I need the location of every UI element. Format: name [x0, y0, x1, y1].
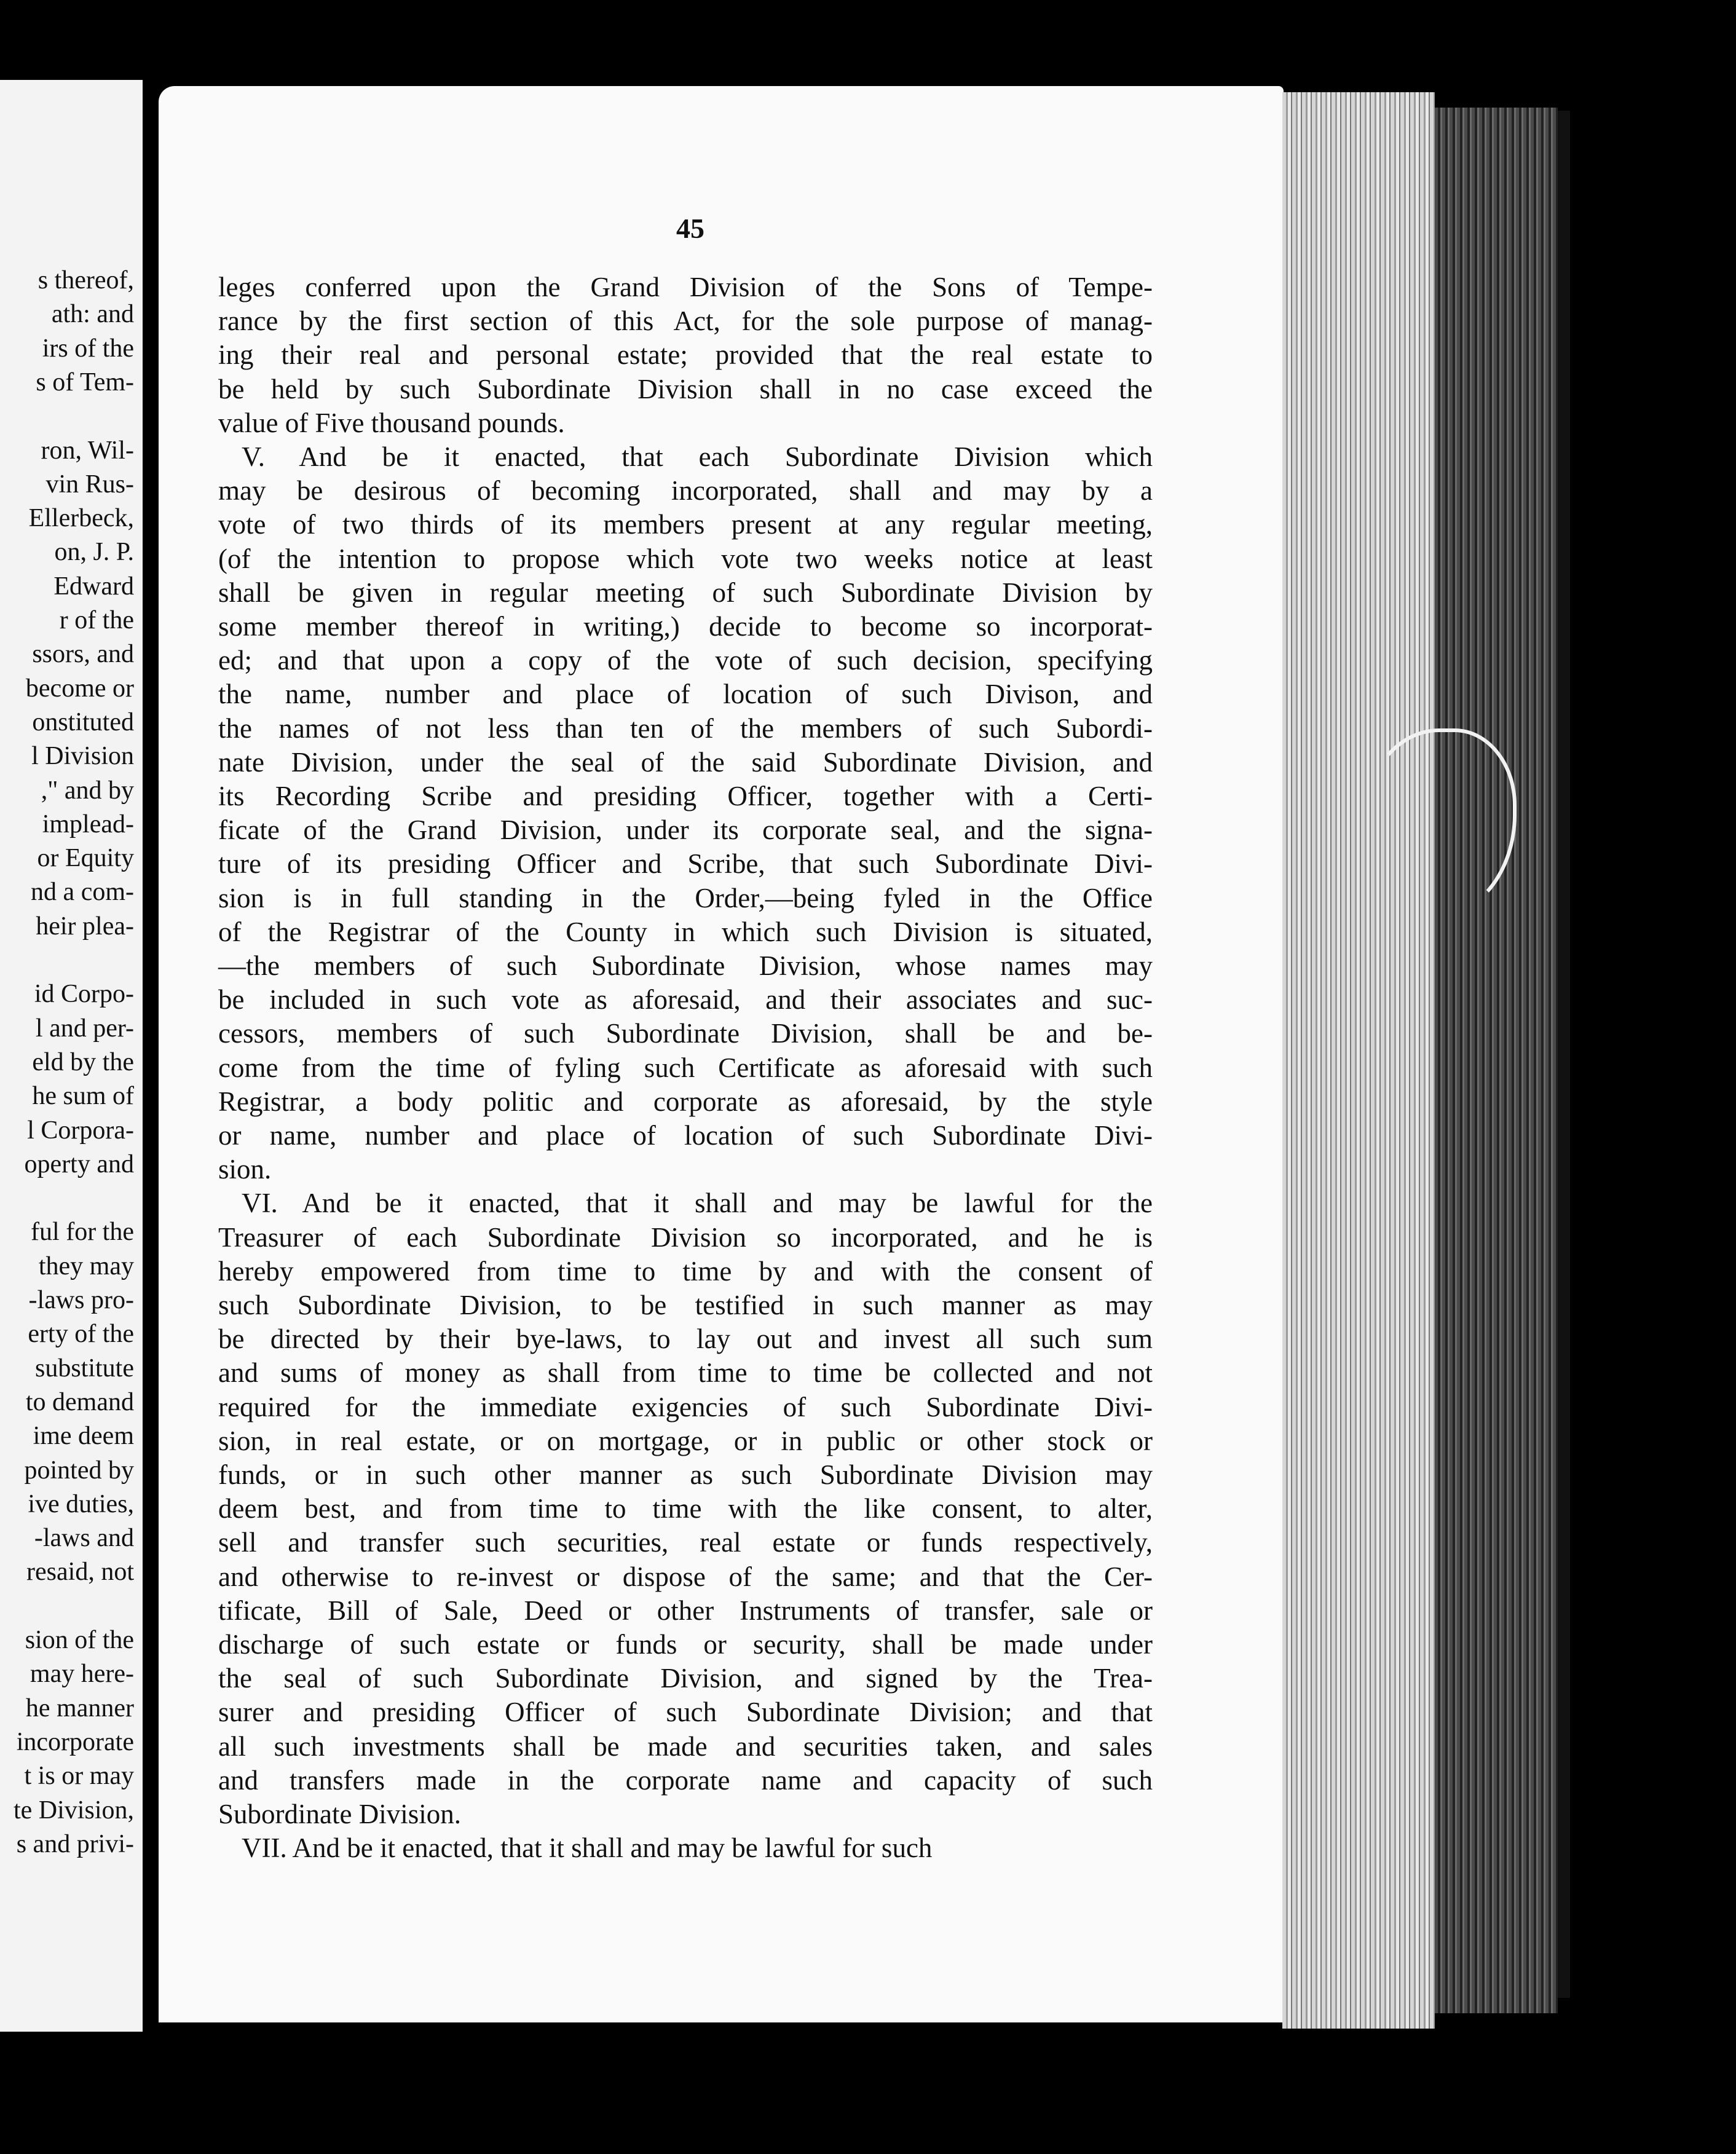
- body-line: ficate of the Grand Division, under its corporate seal, and the signa-: [218, 815, 1153, 846]
- left-page-line: ron, Wil-: [41, 436, 134, 465]
- body-line: may be desirous of becoming incorporated, shall and may by a: [218, 475, 1153, 507]
- left-page-line: nd a com-: [31, 878, 134, 907]
- body-line: all such investments shall be made and securities taken, and sales: [218, 1730, 1153, 1762]
- body-line: or name, number and place of location of such Subordinate Divi-: [218, 1120, 1153, 1151]
- left-page-line: they may: [38, 1252, 134, 1280]
- left-page-line: he sum of: [32, 1082, 134, 1111]
- left-page-line: -laws and: [34, 1524, 134, 1553]
- left-page-line: resaid, not: [26, 1558, 134, 1587]
- left-page-line: operty and: [24, 1150, 134, 1178]
- left-page-line: pointed by: [24, 1456, 134, 1485]
- left-page-line: or Equity: [37, 844, 134, 873]
- body-line: Treasurer of each Subordinate Division so incorporated, and he is: [218, 1221, 1153, 1253]
- left-page-line: ful for the: [31, 1218, 134, 1247]
- body-line: sion, in real estate, or on mortgage, or in public or other stock or: [218, 1425, 1153, 1456]
- left-page-line: sion of the: [25, 1626, 134, 1654]
- body-line: the seal of such Subordinate Division, and signed by the Trea-: [218, 1663, 1153, 1694]
- left-page-line: ath: and: [51, 300, 134, 329]
- left-page-line: implead-: [42, 810, 134, 838]
- body-line: surer and presiding Officer of such Subordinate Division; and that: [218, 1697, 1153, 1728]
- page-edges: [1282, 92, 1435, 2029]
- left-page-line: onstituted: [32, 708, 134, 736]
- left-page-line: ive duties,: [28, 1489, 134, 1518]
- body-line: of the Registrar of the County in which such Division is situated,: [218, 916, 1153, 947]
- left-page-line: -laws pro-: [28, 1286, 134, 1314]
- body-line: rance by the first section of this Act, for the sole purpose of manag-: [218, 306, 1153, 337]
- left-page-line: to demand: [25, 1387, 134, 1416]
- body-line: V. And be it enacted, that each Subordinate Division which: [242, 441, 1153, 472]
- body-line: —the members of such Subordinate Division, whose names may: [218, 950, 1153, 981]
- left-page-line: s thereof,: [37, 266, 134, 294]
- body-line: such Subordinate Division, to be testified in such manner as may: [218, 1290, 1153, 1320]
- body-line: shall be given in regular meeting of such Subordinate Division by: [218, 577, 1153, 608]
- body-line: funds, or in such other manner as such Subordinate Division may: [218, 1459, 1153, 1490]
- body-line: leges conferred upon the Grand Division of the Sons of Tempe-: [218, 272, 1153, 302]
- body-line: be held by such Subordinate Division shall in no case exceed the: [218, 373, 1153, 404]
- left-page-line: eld by the: [32, 1047, 134, 1076]
- book-cover-edge: [1558, 111, 1570, 1998]
- left-page-line: s and privi-: [16, 1829, 134, 1858]
- body-line: VII. And be it enacted, that it shall and may be lawful for such: [242, 1832, 933, 1864]
- page-edges-dark: [1435, 108, 1558, 2013]
- left-page-line: ime deem: [33, 1422, 134, 1451]
- left-page-line: t is or may: [24, 1762, 134, 1791]
- body-line: its Recording Scribe and presiding Officer, together with a Certi-: [218, 781, 1153, 811]
- body-line: discharge of such estate or funds or security, shall be made under: [218, 1629, 1153, 1660]
- body-line: hereby empowered from time to time by and with the consent of: [218, 1255, 1153, 1287]
- left-page-line: r of the: [59, 606, 134, 634]
- left-page-line: ," and by: [41, 776, 134, 805]
- left-page-line: l and per-: [35, 1014, 134, 1043]
- body-line: sell and transfer such securities, real estate or funds respectively,: [218, 1527, 1153, 1558]
- left-page-line: id Corpo-: [34, 980, 134, 1009]
- body-line: VI. And be it enacted, that it shall and may be lawful for the: [242, 1188, 1153, 1219]
- book-gutter: [143, 74, 159, 2041]
- left-page-line: become or: [25, 674, 134, 703]
- left-page-line: substitute: [34, 1354, 134, 1383]
- left-page-fragment: [0, 80, 145, 2032]
- body-line: the name, number and place of location of such Divison, and: [218, 679, 1153, 710]
- left-page-line: he manner: [25, 1694, 134, 1722]
- body-line: be directed by their bye-laws, to lay out and invest all such sum: [218, 1324, 1153, 1355]
- body-line: nate Division, under the seal of the said Subordinate Division, and: [218, 746, 1153, 778]
- body-line: cessors, members of such Subordinate Division, shall be and be-: [218, 1018, 1153, 1049]
- left-page-line: vin Rus-: [45, 470, 134, 499]
- body-line: be included in such vote as aforesaid, and their associates and suc-: [218, 984, 1153, 1016]
- body-line: ture of its presiding Officer and Scribe, that such Subordinate Divi-: [218, 848, 1153, 880]
- body-line: vote of two thirds of its members present at any regular meeting,: [218, 509, 1153, 540]
- body-line: sion.: [218, 1154, 272, 1185]
- body-line: and transfers made in the corporate name and capacity of such: [218, 1764, 1153, 1796]
- body-line: ed; and that upon a copy of the vote of such decision, specifying: [218, 645, 1153, 676]
- left-page-line: irs of the: [42, 334, 134, 363]
- body-line: value of Five thousand pounds.: [218, 407, 565, 438]
- left-page-line: l Division: [31, 742, 134, 771]
- body-line: ing their real and personal estate; provided that the real estate to: [218, 339, 1153, 371]
- body-line: sion is in full standing in the Order,—being fyled in the Office: [218, 882, 1153, 913]
- left-page-line: te Division,: [14, 1796, 134, 1825]
- body-line: deem best, and from time to time with the like consent, to alter,: [218, 1493, 1153, 1525]
- body-line: Registrar, a body politic and corporate as aforesaid, by the style: [218, 1086, 1153, 1117]
- body-line: (of the intention to propose which vote two weeks notice at least: [218, 543, 1153, 574]
- left-page-line: s of Tem-: [36, 368, 134, 396]
- body-line: the names of not less than ten of the members of such Subordi-: [218, 712, 1153, 744]
- left-page-line: heir plea-: [36, 912, 134, 941]
- left-page-line: Edward: [53, 572, 134, 601]
- left-page-line: ssors, and: [32, 640, 134, 669]
- left-page-line: may here-: [30, 1660, 134, 1689]
- body-line: and otherwise to re-invest or dispose of the same; and that the Cer-: [218, 1561, 1153, 1592]
- body-line: tificate, Bill of Sale, Deed or other Instruments of transfer, sale or: [218, 1595, 1153, 1626]
- left-page-line: on, J. P.: [54, 538, 134, 567]
- body-line: some member thereof in writing,) decide to become so incorporat-: [218, 611, 1153, 642]
- left-page-line: Ellerbeck,: [28, 504, 134, 533]
- body-line: Subordinate Division.: [218, 1799, 461, 1829]
- left-page-line: erty of the: [28, 1320, 134, 1349]
- left-page-line: incorporate: [16, 1727, 134, 1756]
- left-page-line: l Corpora-: [27, 1116, 134, 1145]
- body-line: required for the immediate exigencies of such Subordinate Divi-: [218, 1391, 1153, 1422]
- body-line: and sums of money as shall from time to time be collected and not: [218, 1357, 1153, 1389]
- body-line: come from the time of fyling such Certificate as aforesaid with such: [218, 1052, 1153, 1083]
- page-number: 45: [676, 213, 704, 244]
